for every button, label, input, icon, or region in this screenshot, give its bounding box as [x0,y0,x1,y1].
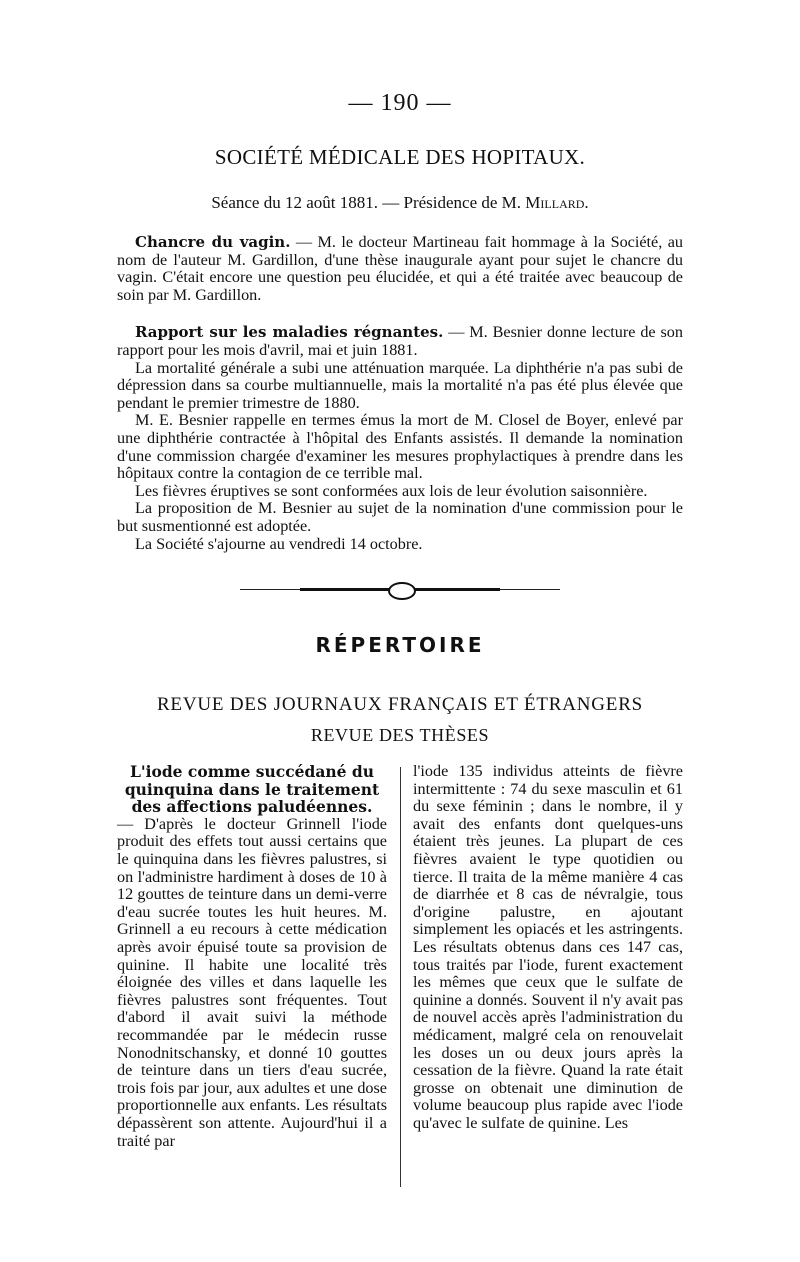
section-title: SOCIÉTÉ MÉDICALE DES HOPITAUX. [214,145,586,169]
session-text: Séance du 12 août 1881. — Présidence de M. [211,193,522,212]
page [117,88,683,1150]
page-number: — 190 — [348,90,452,116]
paragraph-rapport [117,324,683,553]
lead-rapport: Rapport sur les maladies régnantes. [135,323,444,342]
session-line [117,192,683,214]
paragraph-proposition: La proposition de M. Besnier au sujet de la nomination d'une commission pour le but susmentionné est adoptée. [117,499,683,535]
repertoire-heading: RÉPERTOIRE [315,633,485,658]
revue-theses-heading: REVUE DES THÈSES [310,725,490,746]
column-right [413,763,683,1150]
text-rapport: — M. Besnier donne lecture de son rapport pour les mois d'avril, mai et juin 1881. [117,323,683,359]
ornament-icon [388,582,416,600]
text-chancre: — M. le docteur Martineau fait hommage à la Société, au nom de l'auteur M. Gardillon, d'une thèse inaugurale ayant pour sujet le chancre du vagin. C'était encore une question peu élucidée, et qui a été traitée avec beaucoup de soin par M. Gardillon. [117,233,683,304]
column-divider [400,767,401,1187]
lead-chancre: Chancre du vagin. [135,233,291,251]
session-president: Millard [525,193,585,212]
article-columns [117,763,683,1150]
ornamental-divider [240,585,560,595]
paragraph-besnier: M. E. Besnier rappelle en termes émus la mort de M. Closel de Boyer, enlevé par une diphthérie contractée à l'hôpital des Enfants assistés. Il demande la nomination d'une commission chargée d'examiner les mesures prophylactiques à prendre dans les hôpitaux contre la contagion de ce terrible mal. [117,411,683,483]
paragraph-chancre [117,234,683,304]
paragraph-mortalite: La mortalité générale a subi une atténuation marquée. La diphthérie n'a pas subi de dépression dans sa courbe multiannuelle, mais la mortalité n'a pas été plus élevée que pendant le premier trimestre de 1880. [117,358,683,412]
paragraph-fievres: Les fièvres éruptives se sont conformées aux lois de leur évolution saisonnière. [135,481,648,500]
article-right-text: l'iode 135 individus atteints de fièvre intermittente : 74 du sexe masculin et 61 du sexe féminin ; dans le nombre, il y avait des enfants dont quelques-uns étaient très jeunes. La plupart de ces fièvres avaient le type quotidien ou tierce. Il traita de la même manière 4 cas de diarrhée et 8 cas de névralgie, tous d'origine palustre, en ajoutant simplement les opiacés et les astringents. Les résultats obtenus dans ces 147 cas, tous traités par l'iode, furent exactement les mêmes que ceux que le sulfate de quinine a donnés. Souvent il n'y avait pas de nouvel accès après l'administration du médicament, malgré cela on renouvelait les doses un ou deux jours après la cessation de la fièvre. Quand la rate était grosse on obtenait une diminution de volume beaucoup plus rapide avec l'iode qu'avec le sulfate de quinine. Les [413,762,683,1132]
paragraph-ajourne: La Société s'ajourne au vendredi 14 octobre. [135,534,423,553]
column-left [117,763,387,1150]
article-title: L'iode comme succédané du quinquina dans le traitement des affections paludéennes. [124,762,380,817]
revue-journaux-heading: REVUE DES JOURNAUX FRANÇAIS ET ÉTRANGERS [156,694,644,716]
session-end: . [584,193,589,212]
article-left-text: — D'après le docteur Grinnell l'iode produit des effets tout aussi certains que le quinquina dans les fièvres palustres, si on l'administre hardiment à doses de 10 à 12 gouttes de teinture dans un demi-verre d'eau sucrée toutes les huit heures. M. Grinnell a eu recours à cette médication après avoir épuisé toute sa provision de quinine. Il habite une localité très éloignée des villes et dans laquelle les fièvres palustres sont fréquentes. Tout d'abord il avait suivi la méthode recommandée par le médecin russe Nonodnitschansky, et donné 10 gouttes de teinture dans un tiers d'eau sucrée, trois fois par jour, aux adultes et une dose proportionnelle aux enfants. Les résultats dépassèrent son attente. Aujourd'hui il a traité par [117,814,387,1150]
